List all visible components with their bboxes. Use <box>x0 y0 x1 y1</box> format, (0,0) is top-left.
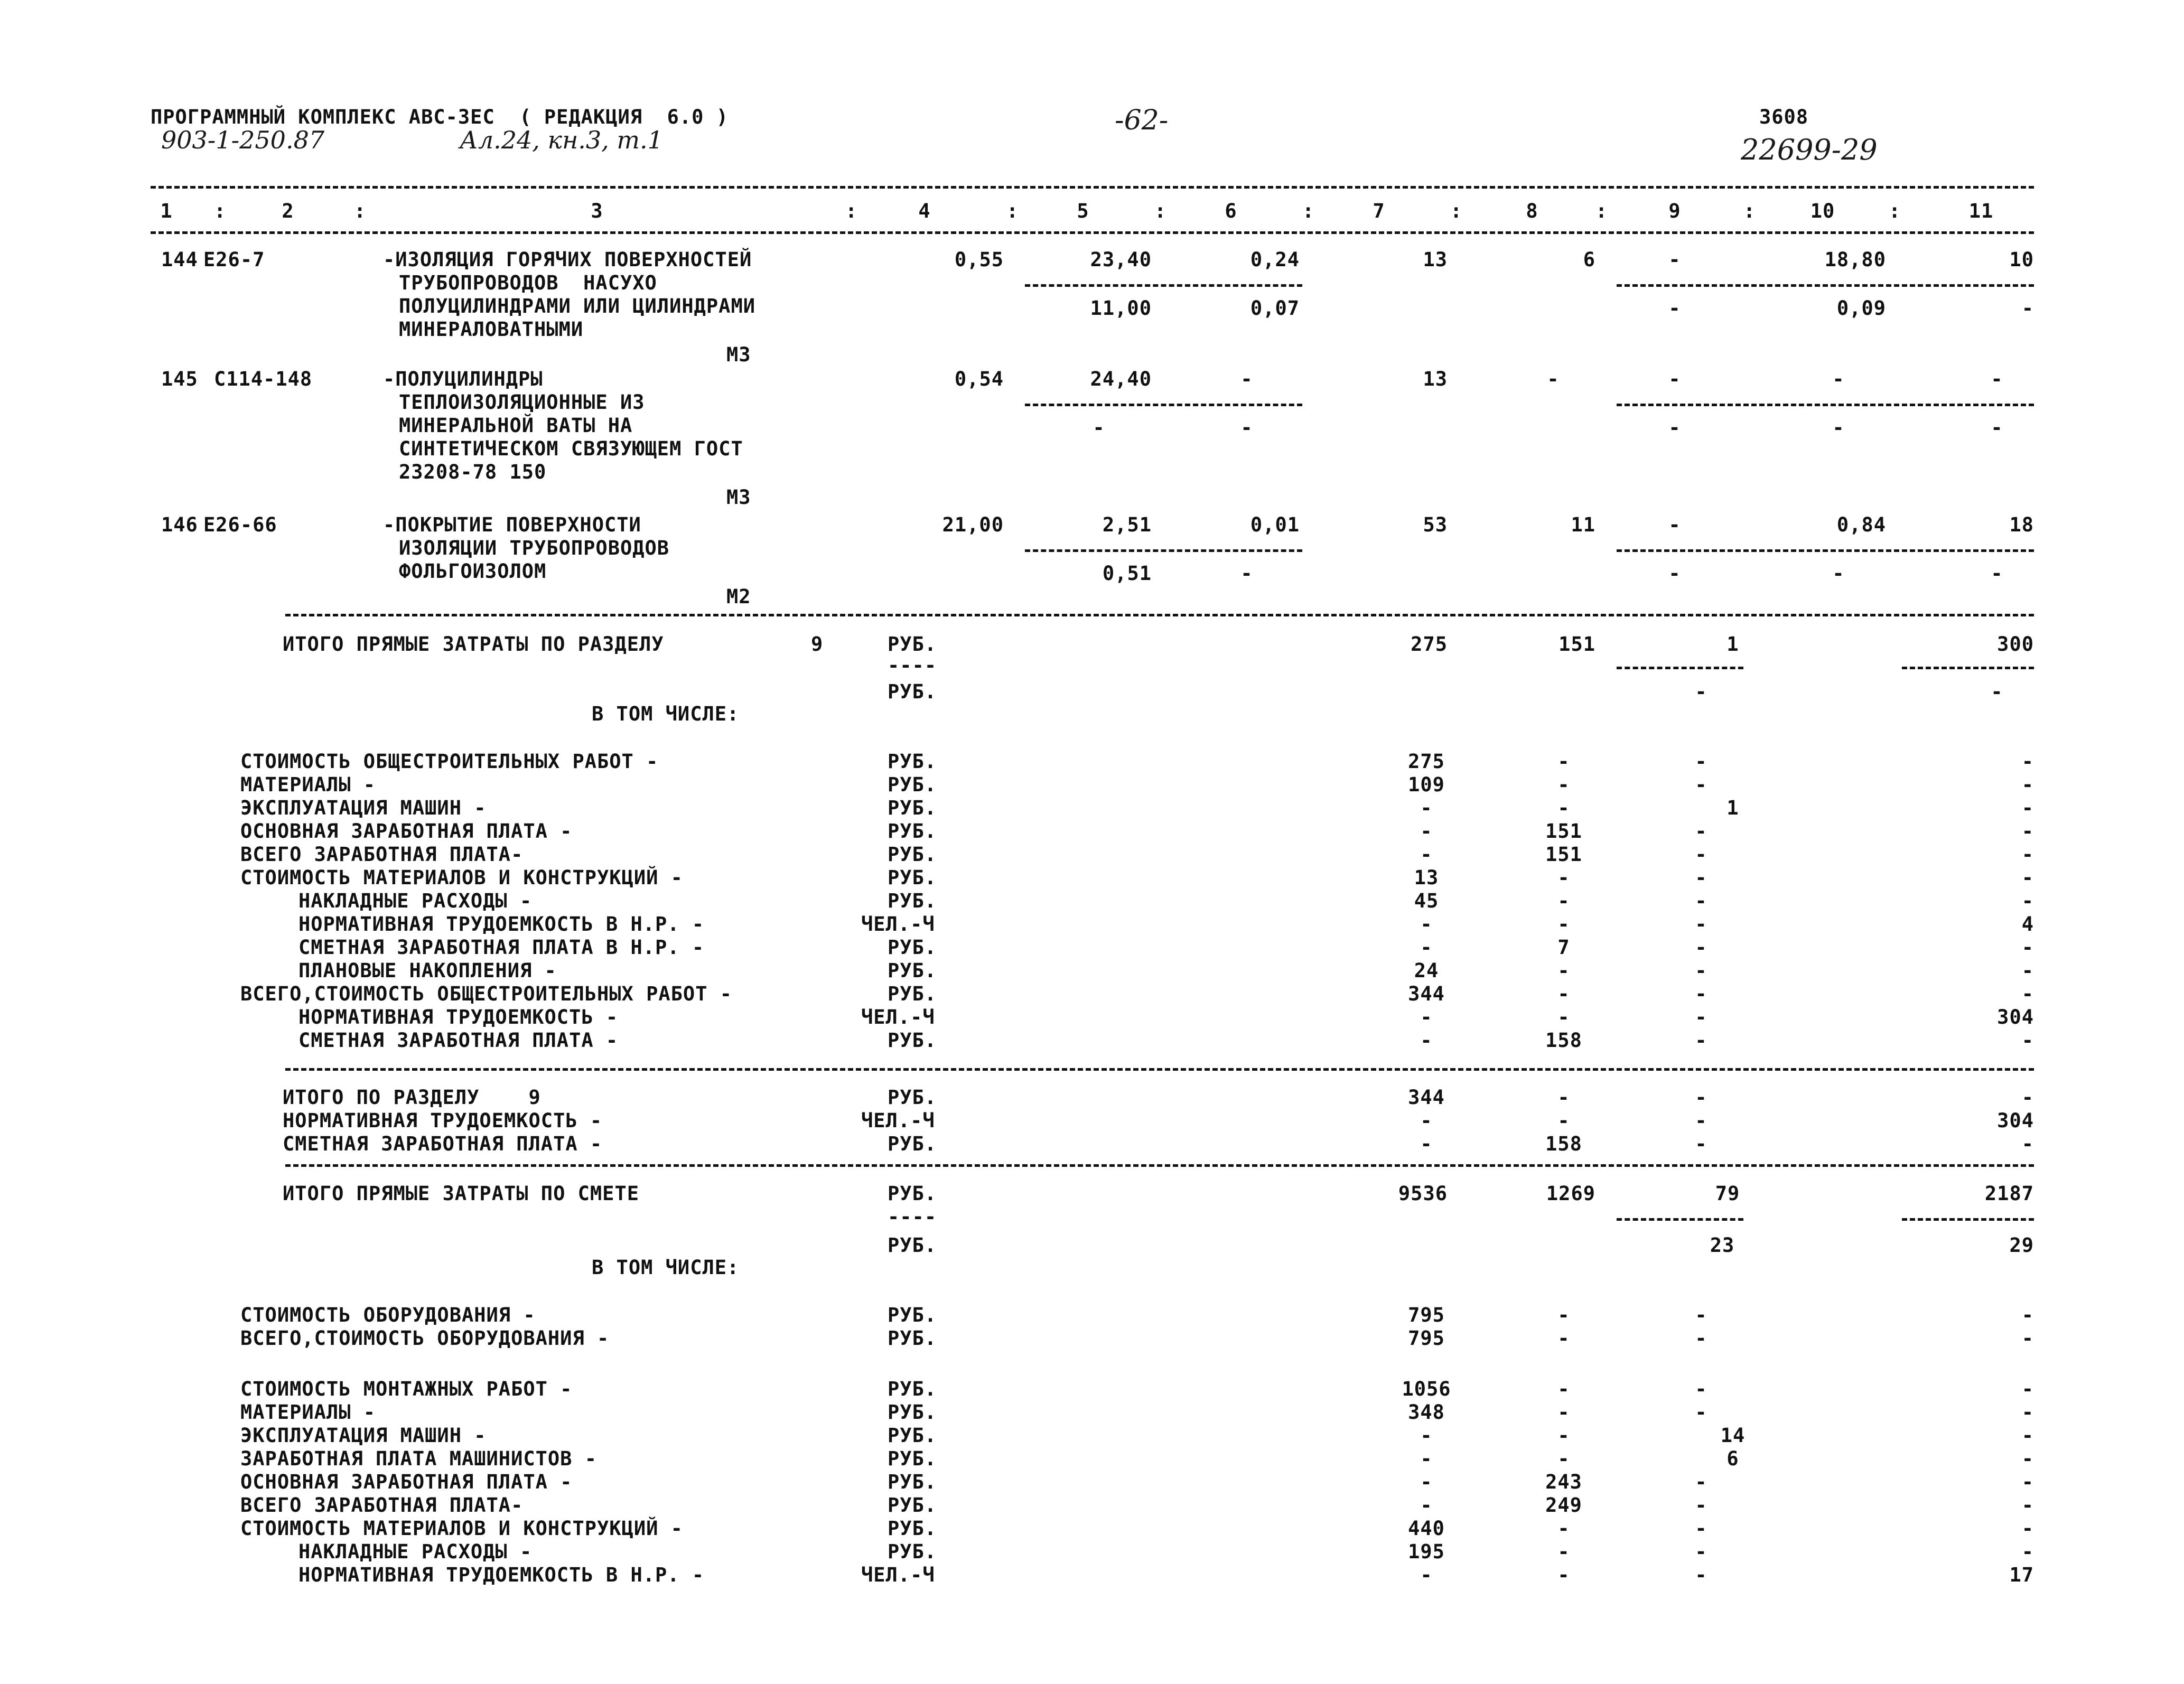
cell-c4: 21,00 <box>942 513 1004 536</box>
cell-c11: - <box>2021 1540 2034 1563</box>
cell-c8: 249 <box>1545 1494 1582 1517</box>
cell-divider <box>1617 404 2034 406</box>
program-title: ПРОГРАММНЫЙ КОМПЛЕКС АВС-3ЕС ( РЕДАКЦИЯ 6.0 ) <box>151 106 729 128</box>
unit: РУБ. <box>888 936 937 959</box>
unit-dash: ---- <box>888 654 937 677</box>
cell-c9: - <box>1695 1304 1707 1326</box>
cell-c8: 151 <box>1545 843 1582 866</box>
cell-c8: - <box>1557 1304 1570 1326</box>
cell-c6: - <box>1240 368 1253 390</box>
unit: РУБ. <box>888 1327 937 1350</box>
row-label: НОРМАТИВНАЯ ТРУДОЕМКОСТЬ В Н.Р. - <box>298 1564 705 1586</box>
row-label: ИТОГО ПО РАЗДЕЛУ 9 <box>283 1086 541 1109</box>
cell-c8: 151 <box>1545 820 1582 843</box>
row-label: ВСЕГО,СТОИМОСТЬ ОБЩЕСТРОИТЕЛЬНЫХ РАБОТ - <box>240 983 733 1005</box>
unit: ЧЕЛ.-Ч <box>861 1564 935 1586</box>
cell-c6b: - <box>1240 416 1253 439</box>
cell-c7: - <box>1420 1494 1433 1517</box>
col-8: 8 <box>1526 200 1538 222</box>
cell-c11b: - <box>1991 416 2003 439</box>
row-label: ЭКСПЛУАТАЦИЯ МАШИН - <box>240 1424 487 1447</box>
section-itogo-rule <box>285 1068 2034 1071</box>
cell-c11: 300 <box>1997 633 2034 656</box>
cell-divider <box>1617 284 2034 287</box>
cell-c8: - <box>1557 1086 1570 1109</box>
cell-c8: - <box>1557 1424 1570 1447</box>
cell-c9: - <box>1695 866 1707 889</box>
item-name-line: МИНЕРАЛОВАТНЫМИ <box>399 318 584 341</box>
unit: РУБ. <box>888 1540 937 1563</box>
cell-c7: 440 <box>1408 1517 1445 1540</box>
row-label: СТОИМОСТЬ ОБЩЕСТРОИТЕЛЬНЫХ РАБОТ - <box>240 750 659 773</box>
item-name-line: МИНЕРАЛЬНОЙ ВАТЫ НА <box>399 414 633 437</box>
item-code: Е26-7 <box>203 248 265 271</box>
cell-c7: - <box>1420 1133 1433 1155</box>
cell-c6b: 0,07 <box>1250 297 1300 320</box>
cell-c8: 151 <box>1558 633 1595 656</box>
cell-c7: - <box>1420 1471 1433 1493</box>
cell-c7: - <box>1420 797 1433 819</box>
cell-c11: - <box>2021 843 2034 866</box>
cell-c7: 24 <box>1414 959 1439 982</box>
header-bottom-rule <box>151 231 2034 234</box>
cell-c5: 24,40 <box>1090 368 1152 390</box>
cell-divider <box>1025 404 1302 406</box>
cell-c8: - <box>1557 1517 1570 1540</box>
unit: РУБ. <box>888 959 937 982</box>
item-name-line: ИЗОЛЯЦИИ ТРУБОПРОВОДОВ <box>399 537 670 559</box>
cell-c11b: - <box>1991 680 2003 703</box>
cell-c9: - <box>1695 1109 1707 1132</box>
unit: РУБ. <box>888 750 937 773</box>
unit: РУБ. <box>888 1133 937 1155</box>
cell-c11: - <box>2021 820 2034 843</box>
cell-c7: - <box>1420 913 1433 935</box>
cell-c6: 0,01 <box>1250 513 1300 536</box>
cell-c9: - <box>1695 1494 1707 1517</box>
row-label: НАКЛАДНЫЕ РАСХОДЫ - <box>298 890 533 912</box>
cell-c8: 11 <box>1571 513 1595 536</box>
section-total-label: ИТОГО ПРЯМЫЕ ЗАТРАТЫ ПО РАЗДЕЛУ <box>283 633 664 656</box>
cell-c8: - <box>1557 1378 1570 1400</box>
cell-c8: - <box>1557 750 1570 773</box>
document-code: 3608 <box>1759 106 1809 128</box>
col-6: 6 <box>1225 200 1237 222</box>
cell-c9b: - <box>1695 680 1707 703</box>
cell-c9: 6 <box>1726 1447 1739 1470</box>
cell-c11b: - <box>2021 297 2034 320</box>
cell-c11: - <box>2021 1133 2034 1155</box>
unit: РУБ. <box>888 1471 937 1493</box>
including-heading: В ТОМ ЧИСЛЕ: <box>592 1256 740 1279</box>
cell-c5b: 0,51 <box>1102 562 1152 585</box>
unit: ЧЕЛ.-Ч <box>861 1109 935 1132</box>
cell-c10b: 0,09 <box>1836 297 1886 320</box>
cell-c11: 17 <box>2009 1564 2034 1586</box>
cell-c11b: 29 <box>2009 1234 2034 1257</box>
cell-c4: 0,54 <box>954 368 1004 390</box>
cell-c8: - <box>1557 983 1570 1005</box>
cell-c7: - <box>1420 1447 1433 1470</box>
cell-c11: - <box>2021 1401 2034 1424</box>
cell-divider <box>1902 1218 2034 1221</box>
cell-c9: - <box>1695 959 1707 982</box>
row-label: СТОИМОСТЬ ОБОРУДОВАНИЯ - <box>240 1304 536 1326</box>
cell-c11: 10 <box>2009 248 2034 271</box>
cell-c7: - <box>1420 1006 1433 1028</box>
series-number: 903-1-250.87 <box>161 126 325 154</box>
cell-c10: - <box>1832 368 1845 390</box>
row-label: СТОИМОСТЬ МОНТАЖНЫХ РАБОТ - <box>240 1378 573 1400</box>
item-name-line: СИНТЕТИЧЕСКОМ СВЯЗУЮЩЕМ ГОСТ <box>399 437 743 460</box>
cell-c8: - <box>1557 1109 1570 1132</box>
cell-c11: - <box>2021 1424 2034 1447</box>
cell-c7: - <box>1420 843 1433 866</box>
unit: РУБ. <box>888 1378 937 1400</box>
cell-c11: - <box>2021 797 2034 819</box>
col-2: 2 <box>282 200 294 222</box>
cell-c7: - <box>1420 1424 1433 1447</box>
col-10: 10 <box>1810 200 1835 222</box>
cell-c7: 13 <box>1423 248 1448 271</box>
cell-c7: 109 <box>1408 773 1445 796</box>
unit: РУБ. <box>888 1234 937 1257</box>
cell-c7: 195 <box>1408 1540 1445 1563</box>
row-label: МАТЕРИАЛЫ - <box>240 1401 376 1424</box>
cell-c7: 1056 <box>1402 1378 1451 1400</box>
cell-c9: - <box>1695 820 1707 843</box>
estimate-total-rule <box>285 1164 2034 1167</box>
col-5: 5 <box>1077 200 1089 222</box>
cell-c7: - <box>1420 936 1433 959</box>
cell-c8: - <box>1557 959 1570 982</box>
cell-c11: - <box>2021 1517 2034 1540</box>
cell-c9b: - <box>1668 297 1681 320</box>
cell-c8: - <box>1557 866 1570 889</box>
cell-c11: 2187 <box>1984 1182 2034 1205</box>
cell-c8: - <box>1547 368 1560 390</box>
unit: РУБ. <box>888 1447 937 1470</box>
item-number: 144 <box>161 248 198 271</box>
row-label: ОСНОВНАЯ ЗАРАБОТНАЯ ПЛАТА - <box>240 1471 573 1493</box>
cell-c8: - <box>1557 1564 1570 1586</box>
cell-c9: - <box>1695 1471 1707 1493</box>
unit: РУБ. <box>888 843 937 866</box>
cell-c9: - <box>1695 1133 1707 1155</box>
cell-c7: - <box>1420 1029 1433 1052</box>
cell-c11: - <box>2021 983 2034 1005</box>
cell-divider <box>1025 549 1302 552</box>
cell-c11: - <box>2021 936 2034 959</box>
item-name-line: 23208-78 150 <box>399 461 547 483</box>
item-name-line: ПОЛУЦИЛИНДРАМИ ИЛИ ЦИЛИНДРАМИ <box>399 295 756 317</box>
unit: РУБ. <box>888 1029 937 1052</box>
item-name-line: -ПОКРЫТИЕ ПОВЕРХНОСТИ <box>383 513 641 536</box>
cell-c7: 45 <box>1414 890 1439 912</box>
cell-c9: - <box>1695 1540 1707 1563</box>
item-name-line: ТРУБОПРОВОДОВ НАСУХО <box>399 272 657 294</box>
cell-c11: - <box>2021 890 2034 912</box>
col-11: 11 <box>1968 200 1994 222</box>
cell-c11: - <box>2021 959 2034 982</box>
row-label: НОРМАТИВНАЯ ТРУДОЕМКОСТЬ В Н.Р. - <box>298 913 705 935</box>
cell-c9: - <box>1695 913 1707 935</box>
col-1: 1 <box>160 200 173 222</box>
cell-c9: - <box>1695 1086 1707 1109</box>
cell-c8: - <box>1557 797 1570 819</box>
unit: РУБ. <box>888 866 937 889</box>
cell-c7: - <box>1420 1564 1433 1586</box>
cell-c7: 275 <box>1411 633 1448 656</box>
cell-c9: 14 <box>1720 1424 1746 1447</box>
cell-c11: - <box>2021 1447 2034 1470</box>
unit: РУБ. <box>888 633 937 656</box>
cell-c7: 795 <box>1408 1304 1445 1326</box>
row-label: ЗАРАБОТНАЯ ПЛАТА МАШИНИСТОВ - <box>240 1447 598 1470</box>
unit: РУБ. <box>888 983 937 1005</box>
cell-c11: 4 <box>2021 913 2034 935</box>
cell-divider <box>1902 667 2034 669</box>
header-top-rule <box>151 186 2034 189</box>
cell-c8: - <box>1557 1540 1570 1563</box>
cell-c11: - <box>2021 773 2034 796</box>
cell-c11: - <box>2021 1304 2034 1326</box>
row-label: ВСЕГО,СТОИМОСТЬ ОБОРУДОВАНИЯ - <box>240 1327 610 1350</box>
cell-c11: 304 <box>1997 1109 2034 1132</box>
item-name-line: ФОЛЬГОИЗОЛОМ <box>399 560 547 583</box>
item-name-line: -ПОЛУЦИЛИНДРЫ <box>383 368 543 390</box>
cell-c10b: - <box>1832 562 1845 585</box>
item-code: С114-148 <box>214 368 313 390</box>
item-code: Е26-66 <box>203 513 277 536</box>
item-name-line: ТЕПЛОИЗОЛЯЦИОННЫЕ ИЗ <box>399 391 645 414</box>
cell-divider <box>1617 667 1743 669</box>
cell-c5: 23,40 <box>1090 248 1152 271</box>
cell-c11: - <box>2021 1471 2034 1493</box>
row-label: СТОИМОСТЬ МАТЕРИАЛОВ И КОНСТРУКЦИЙ - <box>240 866 683 889</box>
row-label: ЭКСПЛУАТАЦИЯ МАШИН - <box>240 797 487 819</box>
cell-c7: 344 <box>1408 1086 1445 1109</box>
cell-c8: - <box>1557 1327 1570 1350</box>
unit: РУБ. <box>888 1494 937 1517</box>
cell-c5b: 11,00 <box>1090 297 1152 320</box>
cell-c9: - <box>1695 773 1707 796</box>
cell-c11: - <box>2021 1327 2034 1350</box>
unit-dash: ---- <box>888 1205 937 1228</box>
unit: РУБ. <box>888 820 937 843</box>
cell-c9b: - <box>1668 562 1681 585</box>
cell-c11: 18 <box>2009 513 2034 536</box>
row-label: МАТЕРИАЛЫ - <box>240 773 376 796</box>
section-number: 9 <box>811 633 824 656</box>
col-4: 4 <box>918 200 931 222</box>
unit: РУБ. <box>888 773 937 796</box>
cell-c7: 795 <box>1408 1327 1445 1350</box>
row-label: СМЕТНАЯ ЗАРАБОТНАЯ ПЛАТА - <box>298 1029 619 1052</box>
row-label: ВСЕГО ЗАРАБОТНАЯ ПЛАТА- <box>240 843 524 866</box>
estimate-total-label: ИТОГО ПРЯМЫЕ ЗАТРАТЫ ПО СМЕТЕ <box>283 1182 640 1205</box>
cell-c5b: - <box>1093 416 1105 439</box>
row-label: ВСЕГО ЗАРАБОТНАЯ ПЛАТА- <box>240 1494 524 1517</box>
cell-c7: - <box>1420 820 1433 843</box>
cell-c10: 18,80 <box>1824 248 1886 271</box>
unit: РУБ. <box>888 890 937 912</box>
cell-c8: - <box>1557 913 1570 935</box>
cell-c7: 9536 <box>1398 1182 1448 1205</box>
cell-c8: 1269 <box>1546 1182 1595 1205</box>
cell-c9: - <box>1695 936 1707 959</box>
cell-c11: - <box>2021 750 2034 773</box>
unit: ЧЕЛ.-Ч <box>861 913 935 935</box>
unit: РУБ. <box>888 797 937 819</box>
item-unit: М3 <box>726 343 751 366</box>
item-unit: М3 <box>726 486 751 509</box>
row-label: НОРМАТИВНАЯ ТРУДОЕМКОСТЬ - <box>298 1006 619 1028</box>
cell-c10b: - <box>1832 416 1845 439</box>
unit: РУБ. <box>888 680 937 703</box>
cell-c7: 344 <box>1408 983 1445 1005</box>
cell-divider <box>1025 284 1302 287</box>
cell-c9: - <box>1668 368 1681 390</box>
page-number: -62- <box>1115 105 1169 136</box>
row-label: ОСНОВНАЯ ЗАРАБОТНАЯ ПЛАТА - <box>240 820 573 843</box>
cell-c10: 0,84 <box>1836 513 1886 536</box>
row-label: СТОИМОСТЬ МАТЕРИАЛОВ И КОНСТРУКЦИЙ - <box>240 1517 683 1540</box>
row-label: НАКЛАДНЫЕ РАСХОДЫ - <box>298 1540 533 1563</box>
unit: РУБ. <box>888 1304 937 1326</box>
cell-c9: - <box>1695 843 1707 866</box>
cell-c9: 79 <box>1715 1182 1740 1205</box>
unit: РУБ. <box>888 1424 937 1447</box>
cell-c8: - <box>1557 773 1570 796</box>
item-name-line: -ИЗОЛЯЦИЯ ГОРЯЧИХ ПОВЕРХНОСТЕЙ <box>383 248 752 271</box>
cell-c9: - <box>1695 890 1707 912</box>
cell-c7: 275 <box>1408 750 1445 773</box>
cell-c8: - <box>1557 890 1570 912</box>
cell-c9: - <box>1695 1564 1707 1586</box>
cell-c11: - <box>2021 866 2034 889</box>
cell-c9: - <box>1695 1401 1707 1424</box>
cell-c7: 53 <box>1423 513 1448 536</box>
cell-c9: - <box>1668 248 1681 271</box>
cell-c9: - <box>1695 750 1707 773</box>
cell-divider <box>1617 1218 1743 1221</box>
cell-c8: 243 <box>1545 1471 1582 1493</box>
row-label: НОРМАТИВНАЯ ТРУДОЕМКОСТЬ - <box>283 1109 603 1132</box>
unit: ЧЕЛ.-Ч <box>861 1006 935 1028</box>
cell-c9: 1 <box>1726 797 1739 819</box>
cell-c9: - <box>1695 983 1707 1005</box>
cell-c9: - <box>1668 513 1681 536</box>
item-number: 145 <box>161 368 198 390</box>
cell-c11: - <box>1991 368 2003 390</box>
unit: РУБ. <box>888 1182 937 1205</box>
cell-c8: 158 <box>1545 1029 1582 1052</box>
cell-c7: 13 <box>1423 368 1448 390</box>
album-reference: Ал.24, кн.3, т.1 <box>460 126 663 154</box>
cell-c9: - <box>1695 1517 1707 1540</box>
cell-divider <box>1617 549 2034 552</box>
cell-c11: - <box>2021 1029 2034 1052</box>
item-unit: М2 <box>726 585 751 608</box>
cell-c6b: - <box>1240 562 1253 585</box>
cell-c9b: - <box>1668 416 1681 439</box>
cell-c9: - <box>1695 1327 1707 1350</box>
cell-c11: 304 <box>1997 1006 2034 1028</box>
section-total-rule <box>285 614 2034 616</box>
row-label: СМЕТНАЯ ЗАРАБОТНАЯ ПЛАТА - <box>283 1133 603 1155</box>
cell-c9: 1 <box>1726 633 1739 656</box>
cell-c8: - <box>1557 1006 1570 1028</box>
cell-c11: - <box>2021 1086 2034 1109</box>
row-label: СМЕТНАЯ ЗАРАБОТНАЯ ПЛАТА В Н.Р. - <box>298 936 705 959</box>
unit: РУБ. <box>888 1401 937 1424</box>
cell-c7: 13 <box>1414 866 1439 889</box>
cell-c8: - <box>1557 1447 1570 1470</box>
unit: РУБ. <box>888 1086 937 1109</box>
cell-c11b: - <box>1991 562 2003 585</box>
cell-c9: - <box>1695 1029 1707 1052</box>
row-label: ПЛАНОВЫЕ НАКОПЛЕНИЯ - <box>298 959 557 982</box>
cell-c11: - <box>2021 1494 2034 1517</box>
cell-c9: - <box>1695 1006 1707 1028</box>
col-7: 7 <box>1373 200 1385 222</box>
cell-c11: - <box>2021 1378 2034 1400</box>
item-number: 146 <box>161 513 198 536</box>
inventory-number: 22699-29 <box>1741 133 1878 166</box>
cell-c6: 0,24 <box>1250 248 1300 271</box>
cell-c8: 7 <box>1557 936 1570 959</box>
col-3: 3 <box>591 200 603 222</box>
cell-c8: 158 <box>1545 1133 1582 1155</box>
cell-c9b: 23 <box>1710 1234 1735 1257</box>
cell-c8: 6 <box>1583 248 1595 271</box>
cell-c7: 348 <box>1408 1401 1445 1424</box>
cell-c5: 2,51 <box>1102 513 1152 536</box>
cell-c7: - <box>1420 1109 1433 1132</box>
including-heading: В ТОМ ЧИСЛЕ: <box>592 703 740 725</box>
col-9: 9 <box>1668 200 1681 222</box>
cell-c9: - <box>1695 1378 1707 1400</box>
unit: РУБ. <box>888 1517 937 1540</box>
cell-c4: 0,55 <box>954 248 1004 271</box>
cell-c8: - <box>1557 1401 1570 1424</box>
